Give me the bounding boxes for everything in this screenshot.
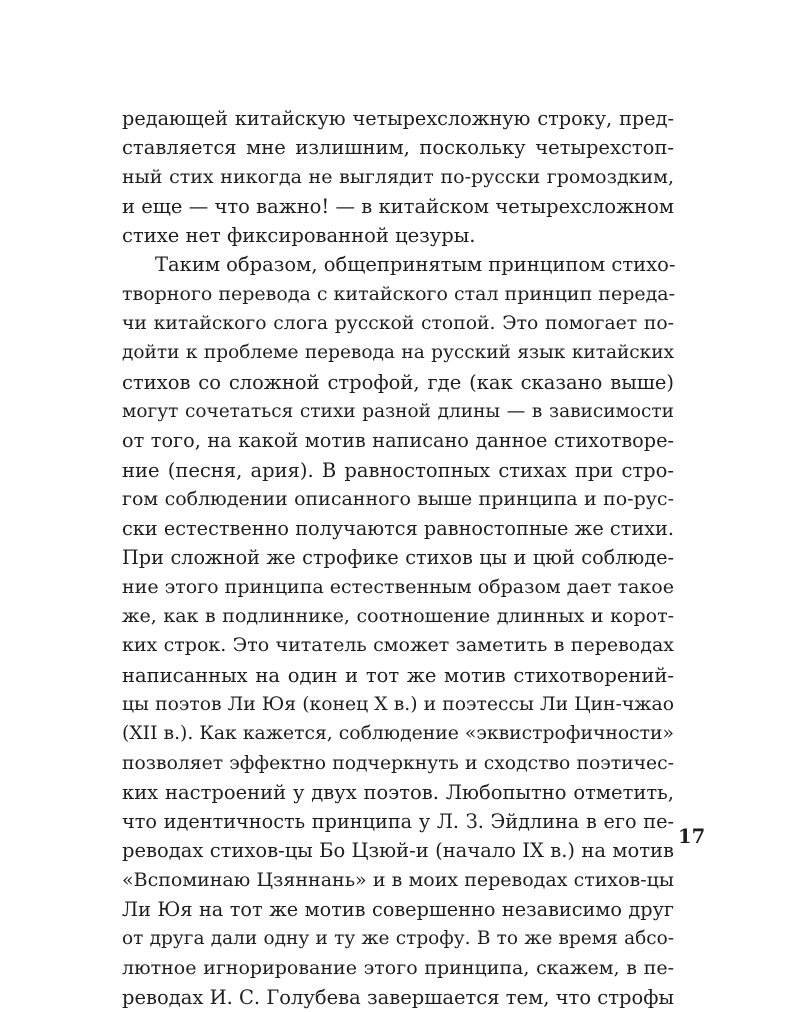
body-text <box>122 104 674 1012</box>
text-line: от друга дали одну и ту же строфу. В то же время абсо- <box>122 928 674 950</box>
text-line: позволяет эффектно подчеркнуть и сходство поэтичес- <box>122 752 674 774</box>
text-line: лютное игнорирование этого принципа, скажем, в пе- <box>122 956 674 979</box>
text-line: стихе нет фиксированной цезуры. <box>122 224 476 248</box>
text-line: написанных на один и тот же мотив стихотворений- <box>122 663 674 687</box>
text-line: ние этого принципа естественным образом дает такое <box>122 575 674 598</box>
text-line: от того, на какой мотив написано данное стихотворе- <box>122 429 674 453</box>
page-number: 17 <box>678 825 706 848</box>
text-line: ких настроений у двух поэтов. Любопытно отметить, <box>122 780 674 804</box>
text-line: Ли Юя на тот же мотив совершенно независимо друг <box>122 898 674 922</box>
text-line: и еще — что важно! — в китайском четырехсложном <box>122 194 674 218</box>
text-line: творного перевода с китайского стал принцип переда- <box>122 282 676 305</box>
text-line: стихов со сложной строфой, где (как сказано выше) <box>122 370 674 394</box>
text-line: чи китайского слога русской стопой. Это помогает по- <box>122 313 674 335</box>
text-line: же, как в подлиннике, соотношение длинных и корот- <box>122 605 674 628</box>
text-line: ние (песня, ария). В равностопных стихах при стро- <box>122 458 674 482</box>
text-line: ски естественно получаются равностопные же стихи. <box>122 517 674 541</box>
paragraph-first-line: Таким образом, общепринятым принципом стихо- <box>155 253 676 277</box>
text-line: дойти к проблеме перевода на русский язык китайских <box>122 342 674 364</box>
text-line: цы поэтов Ли Юя (конец X в.) и поэтессы Ли Цин-чжао <box>122 693 674 715</box>
text-line: реводах стихов-цы Бо Цзюй-и (начало IX в.) на мотив <box>122 839 674 863</box>
text-line: При сложной же строфике стихов цы и цюй соблюде- <box>122 546 674 570</box>
text-line: гом соблюдении описанного выше принципа и по-рус- <box>122 487 674 510</box>
text-line: ких строк. Это читатель сможет заметить в переводах <box>122 634 674 657</box>
text-line: что идентичность принципа у Л. З. Эйдлина в его пе- <box>122 810 674 834</box>
text-line: ставляется мне излишним, поскольку четырехстоп- <box>122 136 674 160</box>
text-line: могут сочетаться стихи разной длины — в зависимости <box>122 400 674 422</box>
text-line: ный стих никогда не выглядит по-русски громоздким, <box>122 165 674 188</box>
text-line: редающей китайскую четырехсложную строку, пред- <box>122 107 674 130</box>
text-line: (XII в.). Как кажется, соблюдение «эквистрофичности» <box>122 723 674 745</box>
text-line: реводах И. С. Голубева завершается тем, что строфы <box>122 985 674 1009</box>
text-line: «Вспоминаю Цзяннань» и в моих переводах стихов-цы <box>122 868 674 891</box>
